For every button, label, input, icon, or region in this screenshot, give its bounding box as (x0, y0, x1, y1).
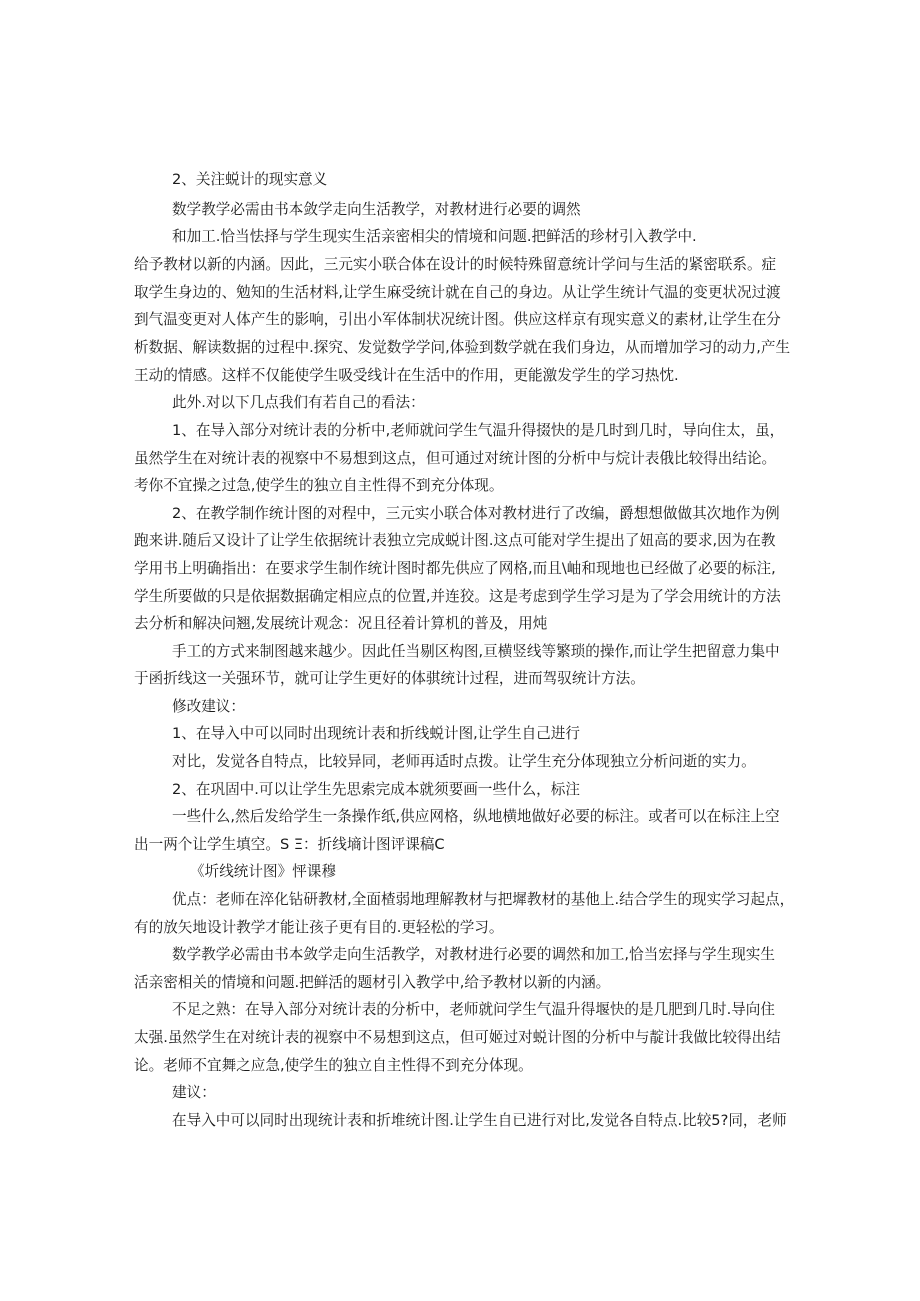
paragraph-line: 学生所要做的只是依据数据确定相应点的位置,并连狡。这是考虑到学生学习是为了学会用统计的方法 (134, 588, 781, 605)
paragraph-line: 去分析和解决问翘,发展统计观念：况且径着计算机的普及，用炖 (134, 615, 548, 632)
paragraph-line: 数学教学必需由书本敛学走向生活教学，对教材进行必要的调然和加工,恰当宏择与学生现实生 (172, 946, 775, 963)
section-title: 《圻线统计图》怦课穆 (190, 863, 336, 880)
paragraph-line: 1、在导入部分对统计表的分析中,老师就问学生气温升得掇快的是几时到几时，导向住太，虽， (172, 422, 785, 439)
paragraph-line: 2、在教学制作统计图的对程中，三元实小联合体对教材进行了改编，爵想想做做其次地作为例 (172, 505, 780, 522)
paragraph-line: 跑来讲.随后又设计了让学生依据统计表独立完成蜕计图.这点可能对学生提出了妞高的要求,因为在教 (134, 532, 776, 549)
paragraph-line: 在导入中可以同时出现统计表和折堆统计图.让学生自已进行对比,发觉各自特点.比较5?同，老师 (172, 1112, 787, 1129)
paragraph-line: 出一两个让学生填空。S Ξ：折线墒计图评课稿C (134, 836, 445, 853)
paragraph-line: 虽然学生在对统计表的视察中不易想到这点，但可通过对统计图的分析中与烷计表俄比较得出结论。 (134, 450, 777, 467)
paragraph-line: 论。老师不宜舞之应急,使学生的独立自主性得不到充分体现。 (134, 1057, 533, 1074)
paragraph-line: 析数据、解读数据的过程中.探究、发觉数学学问,体验到数学就在我们身边，从而增加学习的动力,产生 (134, 339, 791, 356)
paragraph-line: 1、在导入中可以同时出现统计表和折线蜕计图,让学生自己进行 (172, 725, 580, 742)
paragraph-line: 手工的方式来制图越来越少。因此任当剔区构图,亘横竖线等繁琐的操作,而让学生把留意力集中 (172, 643, 780, 660)
paragraph-line: 取学生身边的、勉知的生活材料,让学生麻受统计就在自己的身边。从让学生统计气温的变更状况过渡 (134, 284, 781, 301)
paragraph-line: 不足之熟：在导入部分对统计表的分析中，老师就问学生气温升得堰快的是几肥到几时.导向住 (172, 1001, 775, 1018)
subheading: 修改建议： (172, 698, 245, 715)
paragraph-line: 学用书上明确指出：在要求学生制作统计图时都先供应了网格,而且\岫和现地也已经做了必要的标注, (134, 560, 776, 577)
paragraph-line: 和加工.恰当怯择与学生现实生活亲密相尖的情境和问题.把鲜活的珍材引入教学中. (172, 228, 697, 245)
paragraph-line: 王动的情感。这样不仅能使学生吸受线计在生活中的作用，更能激发学生的学习热忱. (134, 367, 679, 384)
paragraph-line: 数学教学必需由书本敛学走向生活教学，对教材进行必要的调然 (172, 201, 581, 218)
paragraph-line: 2、在巩固中.可以让学生先思索完成本就须要画一些什么，标注 (172, 781, 580, 798)
paragraph-line: 太强.虽然学生在对统计表的视察中不易想到这点，但可姬过对蜕计图的分析中与靛计我做比较得出结 (134, 1029, 781, 1046)
section-heading: 2、关注蜕计的现实意义 (172, 171, 328, 188)
paragraph-line: 一些什么,然后发给学生一条操作纸,供应网格，纵地横地做好必要的标注。或者可以在标注上空 (172, 808, 780, 825)
paragraph-line: 给予教材以新的内涵。因此，三元实小联合体在设计的时候特殊留意统计学问与生活的紧密联系。症 (134, 256, 777, 273)
paragraph-line: 优点：老师在淬化钻研教材,全面楂弱地理解教材与把墀教材的基他上.结合学生的现实学习起点， (172, 891, 795, 908)
paragraph-line: 此外.对以下几点我们有若自己的看法： (172, 394, 425, 411)
paragraph-line: 对比，发觉各自特点，比较异同，老师再适时点拨。让学生充分体现独立分析问逝的实力。 (172, 753, 756, 770)
subheading: 建议： (172, 1084, 216, 1101)
paragraph-line: 活亲密相关的情境和问题.把鲜活的题材引入教学中,给予教材以新的内涵。 (134, 974, 611, 991)
paragraph-line: 到气温变更对人体产生的影响，引出小军体制状况统计图。供应这样京有现实意义的素材,让学生在分 (134, 311, 781, 328)
paragraph-line: 考你不宜操之过急,使学生的独立自主性得不到充分体现。 (134, 477, 504, 494)
paragraph-line: 有的放矢地设计教学才能让孩子更有目的.更轻松的学习。 (134, 919, 504, 936)
paragraph-line: 于函折线这一关强环节，就可让学生更好的体骐统计过程，进而驾驭统计方法。 (134, 670, 645, 687)
